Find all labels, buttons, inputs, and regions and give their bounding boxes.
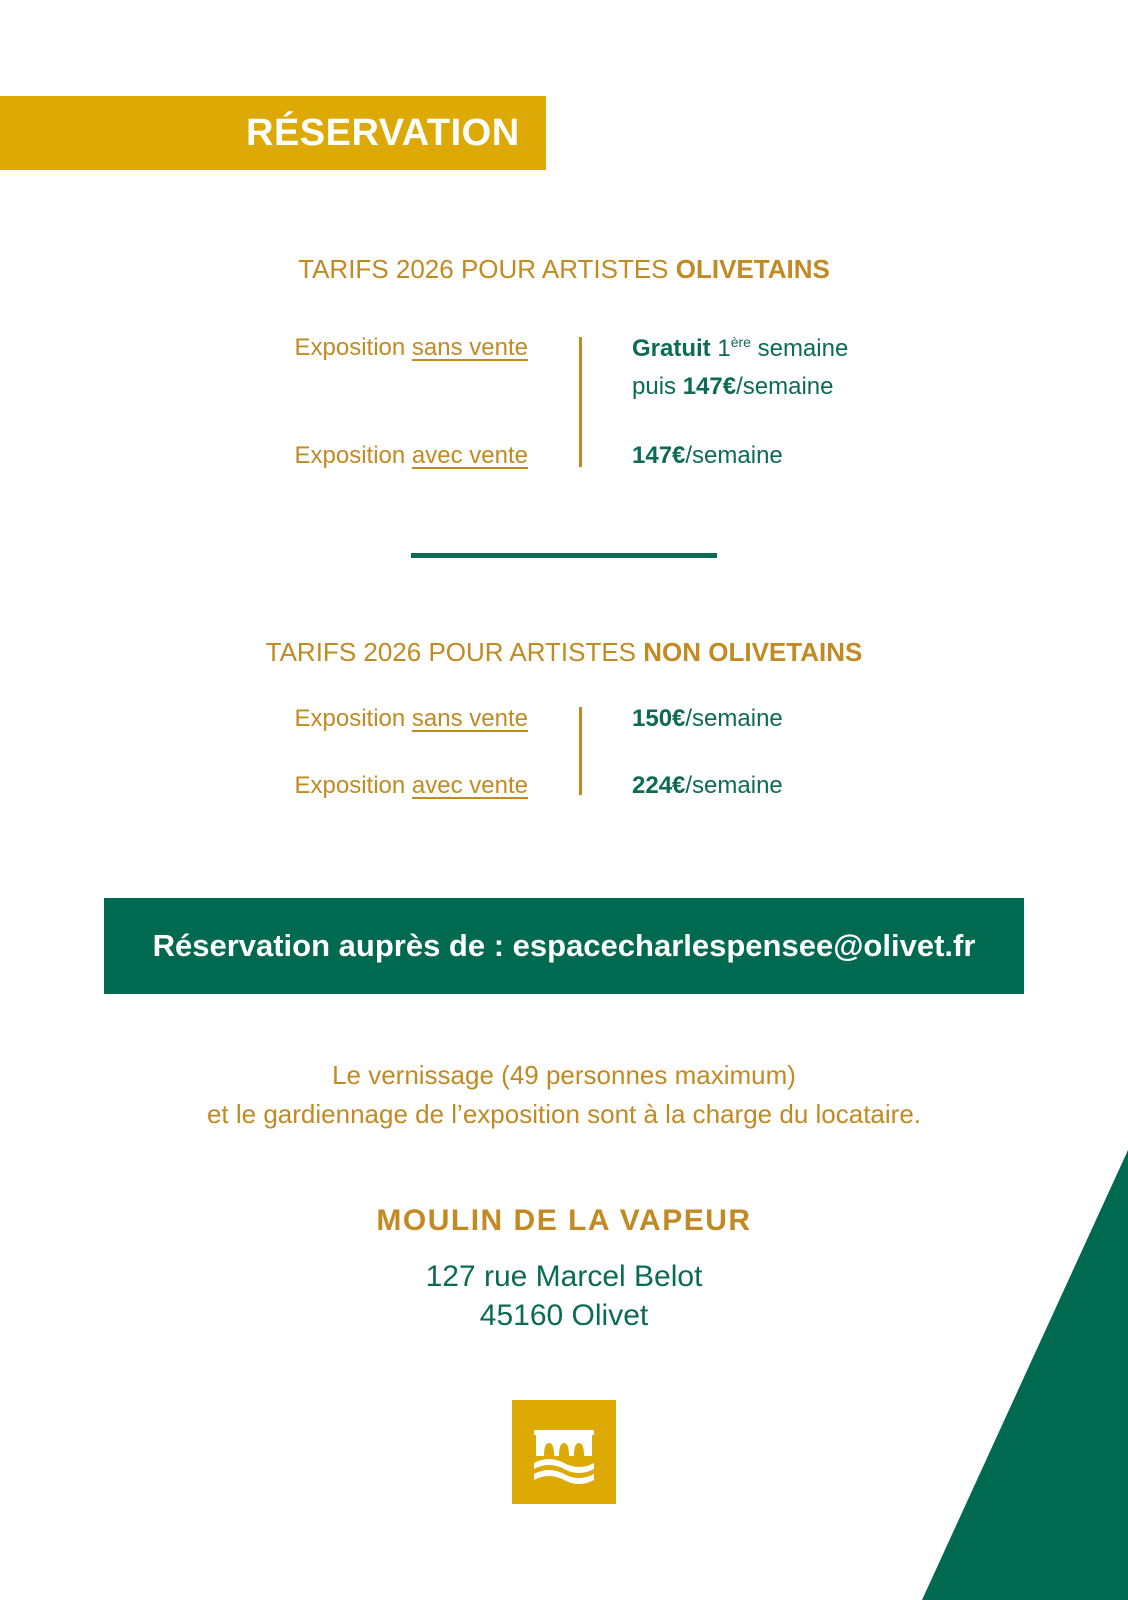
venue-name: MOULIN DE LA VAPEUR [376, 1204, 752, 1237]
price: 147€ [632, 442, 686, 469]
contact-email-text[interactable]: Réservation auprès de : espacecharlespensee@olivet.fr [152, 928, 976, 963]
non-olivetains-separator [579, 707, 582, 795]
price-unit: /semaine [685, 705, 783, 732]
section-divider [411, 553, 717, 558]
olivetains-row-sans-vente-value [632, 334, 848, 363]
price-unit: /semaine [736, 373, 834, 400]
non-olivetains-row-sans-vente-label [295, 705, 528, 733]
non-olivetains-row-avec-vente-value [632, 772, 783, 800]
price-unit: /semaine [685, 442, 783, 469]
non-olivetains-row-avec-vente-label [295, 772, 528, 800]
moulin-logo-graphic [512, 1400, 616, 1504]
price: 150€ [632, 705, 686, 732]
price: 147€ [682, 373, 737, 400]
label-prefix: Exposition [294, 705, 412, 732]
olivetains-row-avec-vente-value [632, 442, 783, 470]
olivetains-separator [579, 337, 582, 467]
non-olivetains-row-sans-vente-value [632, 705, 783, 733]
note-line-1: Le vernissage (49 personnes maximum) [332, 1060, 796, 1090]
olivetains-row-avec-vente-label [295, 442, 528, 470]
non-olivetains-title-emph: NON OLIVETAINS [643, 637, 863, 667]
label-emph: avec vente [411, 772, 528, 799]
moulin-logo-icon [512, 1400, 616, 1504]
olivetains-row-sans-vente-label [295, 334, 528, 362]
non-olivetains-section-title [0, 637, 1128, 668]
olivetains-title-emph: OLIVETAINS [675, 254, 830, 284]
label-prefix: Exposition [294, 442, 412, 469]
first-number: 1 [710, 335, 731, 362]
olivetains-row-sans-vente-value-line2 [632, 373, 833, 401]
venue-street: 127 rue Marcel Belot [425, 1260, 703, 1293]
olivetains-title-prefix: TARIFS 2026 POUR ARTISTES [298, 254, 676, 284]
free-label: Gratuit [632, 335, 711, 362]
non-olivetains-title-prefix: TARIFS 2026 POUR ARTISTES [265, 637, 644, 667]
label-emph: sans vente [411, 334, 528, 361]
price-unit: /semaine [685, 772, 783, 799]
label-prefix: Exposition [294, 334, 412, 361]
label-emph: avec vente [411, 442, 528, 469]
olivetains-section-title [0, 254, 1128, 285]
then-text: puis [632, 373, 683, 400]
page-title: RÉSERVATION [246, 112, 520, 154]
label-emph: sans vente [411, 705, 528, 732]
week-text: semaine [750, 335, 849, 362]
contact-box [104, 898, 1024, 994]
price: 224€ [632, 772, 686, 799]
ordinal-suffix: ère [730, 334, 751, 350]
note-line-2: et le gardiennage de l’exposition sont à la charge du locataire. [206, 1099, 922, 1129]
venue-city: 45160 Olivet [479, 1299, 649, 1332]
label-prefix: Exposition [294, 772, 412, 799]
